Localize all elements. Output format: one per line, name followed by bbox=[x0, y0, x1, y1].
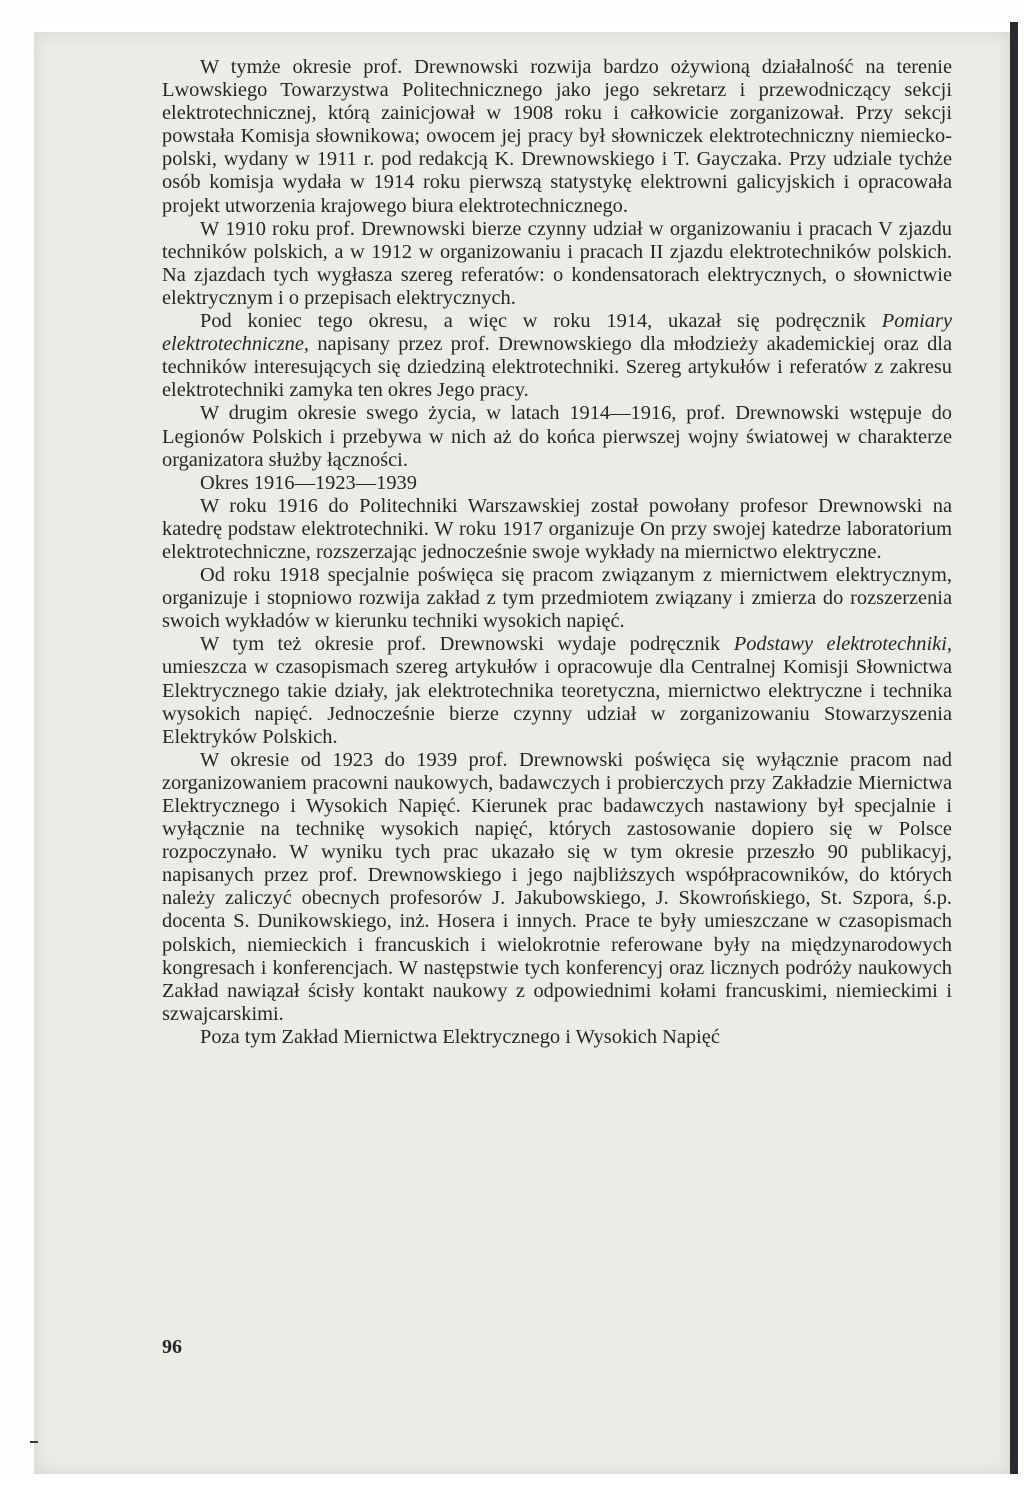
section-heading: Okres 1916—1923—1939 bbox=[200, 471, 417, 494]
paragraph-7-text-b: , umieszcza w czasopismach szereg artykułów i opracowuje dla Centralnej Komisji Słownictwa Elektrycznego takie działy, jak elektrotechnika teoretyczna, miernictwo elektryczne i technika wysokich napięć. Jednocześnie bierze czynny udział w zorganizowaniu Stowarzyszenia Elektryków Polskich. bbox=[162, 633, 952, 748]
paragraph-1: W tymże okresie prof. Drewnowski rozwija bardzo ożywioną działalność na terenie Lwowskiego Towarzystwa Politechnicznego jako jego sekretarz i przewodniczący sekcji elektrotechnicznej, którą zainicjował w 1908 roku i całkowicie zorganizował. Przy sekcji powstała Komisja słownikowa; owocem jej pracy był słowniczek elektrotechniczny niemiecko-polski, wydany w 1911 r. pod redakcją K. Drewnowskiego i T. Gayczaka. Przy udziale tychże osób komisja wydała w 1914 roku pierwszą statystykę elektrowni galicyjskich i opracowała projekt utworzenia krajowego biura elektrotechnicznego. bbox=[162, 56, 952, 217]
body-text bbox=[162, 56, 952, 1049]
book-title-podstawy: Podstawy elektrotechniki bbox=[733, 633, 947, 656]
paragraph-7 bbox=[162, 633, 952, 748]
paragraph-3 bbox=[162, 310, 952, 402]
paragraph-5: W roku 1916 do Politechniki Warszawskiej został powołany profesor Drewnowski na katedrę podstaw elektrotechniki. W roku 1917 organizuje On przy swojej katedrze laboratorium elektrotechniczne, rozszerzając jednocześnie swoje wykłady na miernictwo elektryczne. bbox=[162, 494, 952, 563]
paragraph-9: Poza tym Zakład Miernictwa Elektrycznego i Wysokich Napięć bbox=[200, 1025, 720, 1048]
paragraph-3-text-b: , napisany przez prof. Drewnowskiego dla młodzieży akademickiej oraz dla techników interesujących się dziedziną elektrotechniki. Szereg artykułów i referatów z zakresu elektrotechniki zamyka ten okres Jego pracy. bbox=[162, 333, 952, 402]
book-spine-edge bbox=[1010, 22, 1018, 1474]
scan-bottom-margin bbox=[0, 1474, 1024, 1489]
paragraph-7-text-a: W tym też okresie prof. Drewnowski wydaje podręcznik bbox=[200, 633, 734, 656]
scan-edge-mark bbox=[30, 1441, 38, 1443]
paragraph-8: W okresie od 1923 do 1939 prof. Drewnowski poświęca się wyłącznie pracom nad zorganizowaniem pracowni naukowych, badawczych i probierczych przy Zakładzie Miernictwa Elektrycznego i Wysokich Napięć. Kierunek prac badawczych nastawiony był specjalnie i wyłącznie na technikę wysokich napięć, których zastosowanie dopiero się w Polsce rozpoczynało. W wyniku tych prac ukazało się w tym okresie przeszło 90 publikacyj, napisanych przez prof. Drewnowskiego i jego najbliższych współpracowników, do których należy zaliczyć obecnych profesorów J. Jakubowskiego, J. Skowrońskiego, St. Szpora, ś.p. docenta S. Dunikowskiego, inż. Hosera i innych. Prace te były umieszczane w czasopismach polskich, niemieckich i francuskich i wielokrotnie referowane były na międzynarodowych kongresach i konferencjach. W następstwie tych konferencyj oraz licznych podróży naukowych Zakład nawiązał ścisły kontakt naukowy z odpowiednimi kołami francuskimi, niemieckimi i szwajcarskimi. bbox=[162, 748, 952, 1025]
book-title-pomiary: Pomiary elektrotechniczne bbox=[162, 310, 952, 356]
paragraph-2: W 1910 roku prof. Drewnowski bierze czynny udział w organizowaniu i pracach V zjazdu techników polskich, a w 1912 w organizowaniu i pracach II zjazdu elektrotechników polskich. Na zjazdach tych wygłasza szereg referatów: o kondensatorach elektrycznych, o słownictwie elektrycznym i o przepisach elektrycznych. bbox=[162, 217, 952, 309]
paragraph-4: W drugim okresie swego życia, w latach 1914—1916, prof. Drewnowski wstępuje do Legionów Polskich i przebywa w nich aż do końca pierwszej wojny światowej w charakterze organizatora służby łączności. bbox=[162, 402, 952, 471]
paragraph-3-text-a: Pod koniec tego okresu, a więc w roku 1914, ukazał się podręcznik bbox=[200, 310, 882, 333]
paragraph-6: Od roku 1918 specjalnie poświęca się pracom związanym z miernictwem elektrycznym, organizuje i stopniowo rozwija zakład z tym przedmiotem związany i zmierza do rozszerzenia swoich wykładów w kierunku techniki wysokich napięć. bbox=[162, 564, 952, 633]
scan-top-margin bbox=[34, 22, 1018, 32]
page-number: 96 bbox=[162, 1336, 182, 1358]
